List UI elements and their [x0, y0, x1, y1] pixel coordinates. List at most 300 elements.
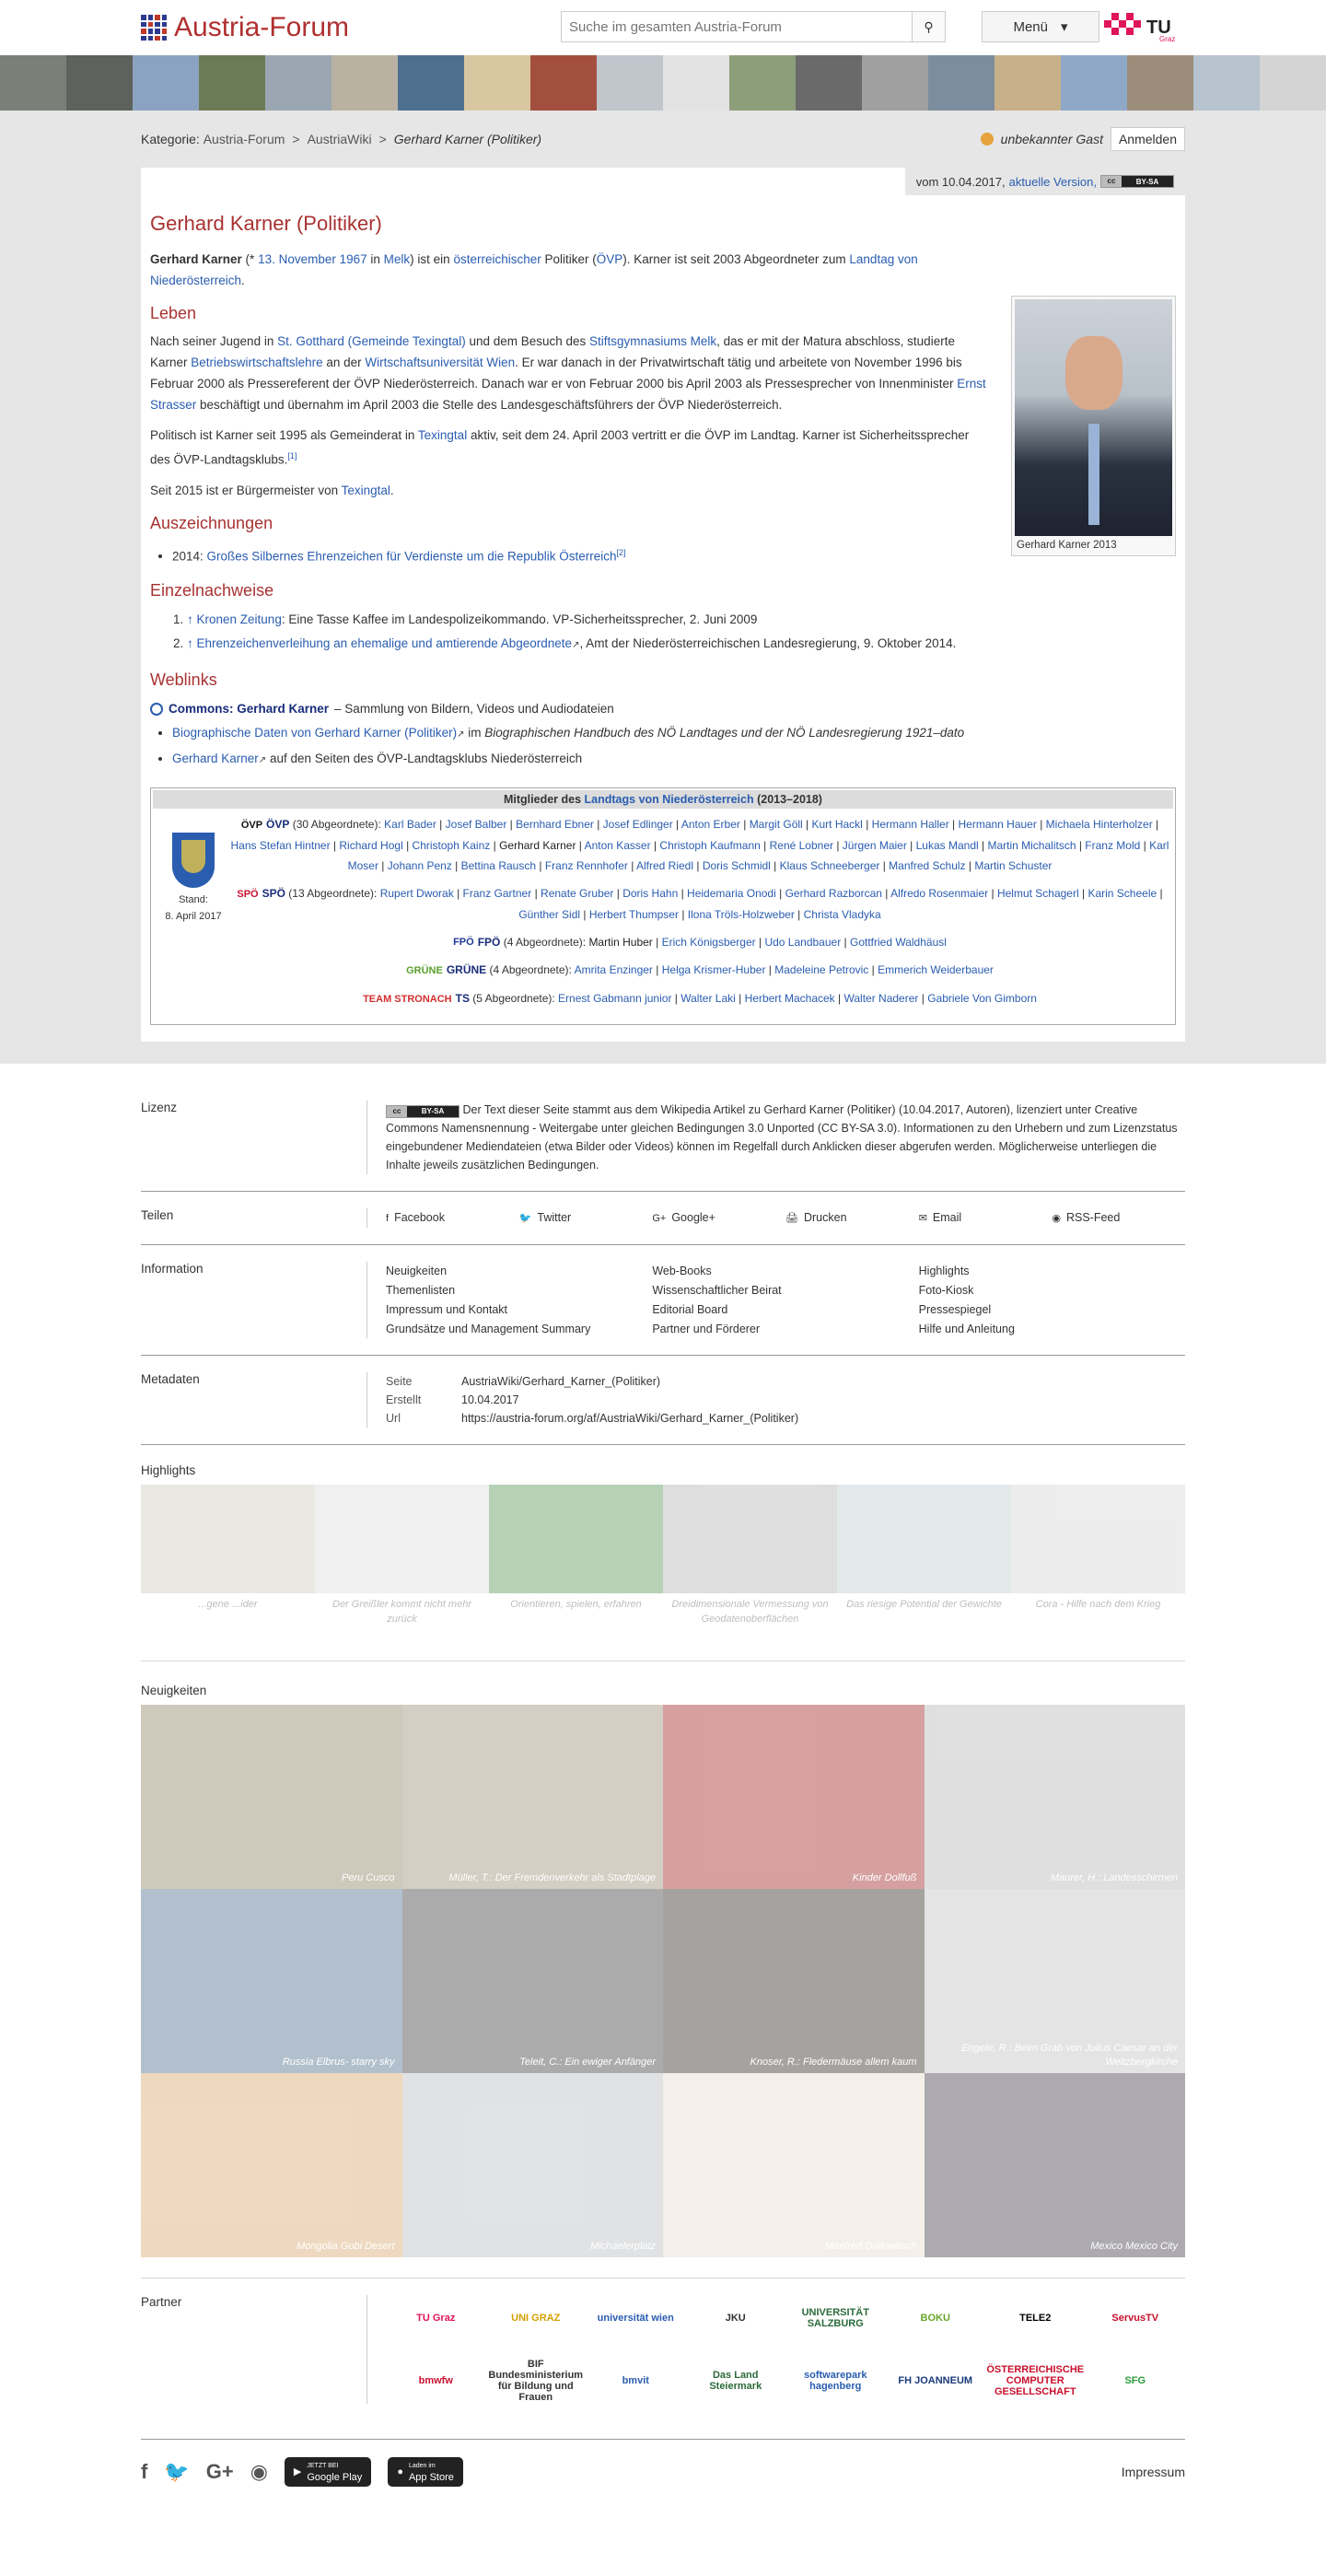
member-link[interactable]: Josef Edlinger: [602, 818, 673, 831]
breadcrumb-label: Kategorie:: [141, 132, 200, 146]
search-button[interactable]: [912, 12, 945, 41]
highlight-image: [315, 1485, 489, 1593]
ref-link-ehrenzeichen[interactable]: Ehrenzeichenverleihung an ehemalige und amtierende Abgeordnete: [196, 636, 573, 650]
member-link[interactable]: Johann Penz: [387, 858, 452, 872]
member-separator: |: [841, 935, 850, 949]
member-link[interactable]: Gottfried Waldhäusl: [849, 935, 947, 949]
footer-label-license: Lizenz: [141, 1101, 178, 1115]
highlight-caption: Cora - Hilfe nach dem Krieg: [1035, 1599, 1161, 1611]
news-item[interactable]: [402, 2073, 664, 2257]
footer-partners: [141, 2279, 1185, 2420]
highlights-heading: Highlights: [141, 1463, 196, 1478]
member-link[interactable]: Walter Laki: [680, 992, 736, 1006]
highlight-image: [1011, 1485, 1185, 1593]
member-link[interactable]: Gerhard Karner: [499, 838, 576, 852]
party-count: (5 Abgeordnete):: [469, 992, 559, 1006]
member-separator: |: [490, 838, 500, 852]
share-label: Google+: [671, 1211, 715, 1225]
share-drucken-link[interactable]: [785, 1208, 919, 1228]
member-separator: |: [739, 818, 750, 831]
member-separator: |: [1078, 886, 1088, 900]
news-caption: Müller, T.: Der Fremdenverkehr als Stadtplage: [448, 1872, 656, 1884]
news-caption: Mongolia Gobi Desert: [297, 2241, 395, 2253]
member-link[interactable]: Alfred Riedl: [635, 858, 694, 872]
breadcrumb-item-austriawiki[interactable]: AustriaWiki: [307, 132, 372, 146]
information-links: [366, 1262, 1185, 1338]
news-item[interactable]: [663, 1705, 925, 1889]
metadata-list: [366, 1372, 1185, 1428]
leben-paragraph-3: Seit 2015 ist er Bürgermeister von Texingtal.: [150, 483, 394, 497]
info-link[interactable]: Impressum und Kontakt: [386, 1303, 508, 1317]
share-icon: ◉: [1052, 1213, 1061, 1225]
highlight-item[interactable]: [837, 1485, 1011, 1637]
member-link[interactable]: Helmut Schagerl: [996, 886, 1079, 900]
member-link[interactable]: Franz Gartner: [462, 886, 532, 900]
member-separator: |: [613, 886, 623, 900]
birthplace-link[interactable]: Melk: [383, 252, 411, 266]
member-link[interactable]: Doris Hahn: [622, 886, 679, 900]
member-separator: |: [1140, 838, 1150, 852]
login-button[interactable]: Anmelden: [1111, 127, 1185, 151]
section-heading-refs: Einzelnachweise: [150, 581, 274, 600]
member-link[interactable]: Erich Königsberger: [661, 935, 756, 949]
news-caption: Peru Cusco: [342, 1872, 395, 1884]
info-link[interactable]: Pressespiegel: [918, 1303, 992, 1317]
member-link[interactable]: Ernest Gabmann junior: [558, 992, 672, 1006]
member-separator: |: [678, 886, 688, 900]
member-separator: |: [802, 818, 812, 831]
news-item[interactable]: [925, 1889, 1186, 2073]
meta-value: 10.04.2017: [461, 1393, 519, 1407]
news-item[interactable]: [402, 1705, 664, 1889]
footer-share: [141, 1192, 1185, 1245]
partner-logo[interactable]: UNI GRAZ: [511, 2313, 561, 2325]
partner-logo[interactable]: TU Graz: [416, 2313, 456, 2325]
member-link[interactable]: Karin Scheele: [1088, 886, 1157, 900]
share-label: Facebook: [394, 1211, 445, 1225]
footer-metadata: [141, 1356, 1185, 1445]
member-separator: |: [868, 963, 878, 977]
member-separator: |: [672, 818, 681, 831]
member-separator: |: [862, 818, 872, 831]
article-panel: [141, 168, 1185, 1042]
member-link[interactable]: Amrita Enzinger: [574, 963, 653, 977]
highlights-carousel: [141, 1485, 1185, 1661]
share-label: Email: [932, 1211, 962, 1225]
highlight-item[interactable]: [1011, 1485, 1185, 1637]
news-caption: Maurer, H.: Landesschirmen: [1050, 1872, 1178, 1884]
member-link[interactable]: Klaus Schneeberger: [779, 858, 880, 872]
member-separator: |: [671, 992, 681, 1006]
member-link[interactable]: Renate Gruber: [541, 886, 614, 900]
footer-label-partners: Partner: [141, 2295, 182, 2310]
member-link[interactable]: Gerhard Razborcan: [785, 886, 882, 900]
backref-arrow[interactable]: ↑: [187, 612, 197, 626]
party-row: [230, 988, 1169, 1009]
member-link[interactable]: Hermann Hauer: [958, 818, 1037, 831]
member-link[interactable]: Christoph Kaufmann: [659, 838, 761, 852]
partner-logo[interactable]: TELE2: [1019, 2313, 1052, 2325]
share-label: RSS-Feed: [1065, 1211, 1121, 1225]
share-links: [366, 1208, 1185, 1228]
portrait-image[interactable]: [1015, 299, 1172, 536]
member-separator: |: [451, 858, 461, 872]
footnote-2[interactable]: [2]: [616, 547, 626, 557]
news-item[interactable]: [663, 1889, 925, 2073]
news-item[interactable]: [925, 2073, 1186, 2257]
logo-text: Austria-Forum: [174, 12, 350, 42]
coat-of-arms-icon[interactable]: [172, 833, 215, 888]
info-link[interactable]: Partner und Förderer: [652, 1323, 761, 1336]
navbox-party-rows: [230, 814, 1169, 1017]
link-texingtal-2[interactable]: Texingtal: [341, 483, 390, 497]
infobox-caption: Gerhard Karner 2013: [1017, 540, 1117, 551]
backref-arrow[interactable]: ↑: [187, 636, 197, 650]
list-item: • Gerhard Karner↗ auf den Seiten des ÖVP-Landtagsklubs Niederösterreich: [172, 747, 1176, 773]
link-st-gotthard[interactable]: St. Gotthard (Gemeinde Texingtal): [277, 334, 466, 348]
party-logo-icon[interactable]: SPÖ: [237, 888, 259, 900]
parliament-link[interactable]: Landtag von Niederösterreich: [150, 252, 918, 287]
share-twitter-link[interactable]: [519, 1208, 653, 1228]
party-row: [230, 883, 1169, 925]
info-link[interactable]: Editorial Board: [652, 1303, 728, 1317]
member-separator: |: [1152, 818, 1159, 831]
stand-label: Stand:: [179, 894, 208, 905]
member-separator: |: [918, 992, 928, 1006]
intro-paragraph: Gerhard Karner (* 13. November 1967 in Melk) ist ein österreichischer Politiker (ÖVP). Karner ist seit 2003 Abgeordneter zum Landtag von Niederösterreich.: [150, 252, 918, 287]
link-wu-wien[interactable]: Wirtschaftsuniversität Wien: [365, 356, 516, 369]
partner-logo[interactable]: ServusTV: [1111, 2313, 1159, 2325]
member-separator: |: [536, 858, 545, 872]
news-caption: Knoser, R.: Fledermäuse allem kaum: [750, 2057, 917, 2069]
share-icon: ✉: [918, 1213, 927, 1225]
member-separator: |: [436, 818, 446, 831]
info-link[interactable]: Themenlisten: [386, 1284, 456, 1298]
list-item: 1. ↑ Kronen Zeitung: Eine Tasse Kaffee im Landespolizeikommando. VP-Sicherheitssprecher, 2. Juni 2009: [187, 608, 1176, 632]
member-separator: |: [652, 935, 662, 949]
license-text: cc BY-SA Der Text dieser Seite stammt aus dem Wikipedia Artikel zu Gerhard Karner (Politiker) (10.04.2017, Autoren), lizenziert unter Creative Commons Namensnennung - Weitergabe unter gleichen Bedingungen 3.0 Unported (CC BY-SA 3.0). Informationen zu den Urhebern und zum Lizenzstatus eingebundener Mediendateien (etwa Bilder oder Videos) können im Regelfall durch Anklicken dieser abgerufen werden. Möglicherweise unterliegen die Inhalte jeweils zusätzlichen Bedingungen.: [366, 1101, 1185, 1174]
party-logo-icon[interactable]: FPÖ: [453, 937, 474, 949]
member-separator: |: [735, 992, 745, 1006]
link-texingtal[interactable]: Texingtal: [417, 428, 468, 442]
info-link[interactable]: Foto-Kiosk: [918, 1284, 974, 1298]
google-play-icon: ▶: [293, 2465, 302, 2477]
member-separator: |: [965, 858, 975, 872]
highlight-item[interactable]: [489, 1485, 663, 1637]
weblinks-list: [169, 697, 1176, 773]
news-item[interactable]: [141, 1889, 402, 2073]
partner-logo[interactable]: Das Land Steiermark: [709, 2370, 762, 2393]
party-name[interactable]: SPÖ: [262, 886, 285, 900]
footer: [141, 1064, 1185, 2503]
member-link[interactable]: Jürgen Maier: [842, 838, 907, 852]
partner-logos: [366, 2295, 1185, 2404]
member-link[interactable]: Emmerich Weiderbauer: [878, 963, 994, 977]
meta-key: Url: [386, 1412, 401, 1426]
version-date: vom 10.04.2017,: [915, 174, 1006, 189]
cc-icon: cc: [1101, 176, 1122, 187]
share-icon: 🖨: [785, 1213, 798, 1225]
news-item[interactable]: [402, 1889, 664, 2073]
member-link[interactable]: Manfred Schulz: [889, 858, 966, 872]
member-link[interactable]: Martin Schuster: [974, 858, 1053, 872]
member-separator: |: [627, 858, 636, 872]
leben-paragraph-1: Nach seiner Jugend in St. Gotthard (Gemeinde Texingtal) und dem Besuch des Stiftsgymnasiums Melk, das er mit der Matura abschloss, studierte Karner Betriebswirtschaftslehre an der Wirtschaftsuniversität Wien. Er war danach in der Privatwirtschaft tätig und arbeitete von November 1996 bis Februar 2000 als Pressereferent der ÖVP Niederösterreich. Danach war er von Februar 2000 bis April 2003 als Pressesprecher von Innenminister Ernst Strasser beschäftigt und übernahm im April 2003 die Stelle des Landesgeschäftsführers der ÖVP Niederösterreich.: [150, 334, 986, 412]
nationality-link[interactable]: österreichischer: [453, 252, 541, 266]
commons-link[interactable]: Commons: Gerhard Karner: [169, 702, 330, 716]
menu-label: Menü: [1013, 18, 1048, 35]
party-logo-icon[interactable]: ÖVP: [240, 819, 263, 831]
member-separator: |: [580, 907, 589, 921]
member-link[interactable]: Doris Schmidl: [702, 858, 771, 872]
logo-grid-icon: [141, 15, 167, 41]
stand-date: 8. April 2017: [165, 911, 222, 922]
footer-license: [141, 1064, 1185, 1192]
navbox-header: Mitglieder des Landtags von Niederösterreich (2013–2018): [153, 790, 1173, 809]
member-link[interactable]: Christa Vladyka: [803, 907, 881, 921]
external-link-icon: ↗: [572, 640, 580, 650]
news-item[interactable]: [663, 2073, 925, 2257]
cc-by-sa-badge[interactable]: cc BY-SA: [386, 1105, 459, 1118]
member-link[interactable]: Michaela Hinterholzer: [1045, 818, 1153, 831]
info-link[interactable]: Web-Books: [652, 1265, 712, 1278]
partner-logo[interactable]: universität wien: [597, 2313, 674, 2325]
member-link[interactable]: Ilona Tröls-Holzweber: [687, 907, 795, 921]
impressum-link[interactable]: Impressum: [1121, 2464, 1185, 2479]
member-link[interactable]: Christoph Kainz: [412, 838, 491, 852]
member-separator: |: [760, 838, 770, 852]
twitter-icon[interactable]: 🐦: [164, 2459, 190, 2483]
search-box: [561, 11, 946, 42]
site-logo[interactable]: [141, 12, 349, 43]
search-icon: ⚲: [924, 18, 934, 34]
share-icon: G+: [652, 1213, 667, 1225]
member-link[interactable]: Bettina Rausch: [460, 858, 537, 872]
news-caption: Kinder Dollfuß: [852, 1872, 917, 1884]
member-link[interactable]: Alfredo Rosenmaier: [890, 886, 989, 900]
member-separator: |: [948, 818, 959, 831]
main-area: [0, 111, 1326, 1064]
apple-icon: ●: [397, 2465, 403, 2477]
info-link[interactable]: Highlights: [918, 1265, 970, 1278]
highlight-caption: Der Greißler kommt nicht mehr zurück: [332, 1599, 471, 1626]
highlight-item[interactable]: [663, 1485, 837, 1637]
link-ernst-strasser[interactable]: Ernst Strasser: [150, 377, 986, 412]
news-item[interactable]: [141, 2073, 402, 2257]
infobox: [1011, 296, 1176, 556]
member-link[interactable]: Franz Mold: [1085, 838, 1141, 852]
menu-button[interactable]: [982, 11, 1099, 42]
member-link[interactable]: Günther Sidl: [518, 907, 581, 921]
navbox-landtag-link[interactable]: Landtags von Niederösterreich: [584, 793, 754, 806]
meta-row: [386, 1409, 1185, 1428]
site-header: [0, 0, 1326, 55]
meta-key: Erstellt: [386, 1393, 422, 1407]
member-separator: |: [453, 886, 463, 900]
meta-key: Seite: [386, 1375, 413, 1389]
rss-icon[interactable]: ◉: [250, 2459, 268, 2483]
member-link[interactable]: Gabriele Von Gimborn: [927, 992, 1037, 1006]
party-link[interactable]: ÖVP: [596, 252, 623, 266]
list-item: Commons: Gerhard Karner – Sammlung von Bildern, Videos und Audiodateien: [150, 697, 1176, 721]
subject-name: Gerhard Karner: [150, 252, 242, 266]
user-box: [981, 127, 1185, 151]
party-row: [230, 960, 1169, 981]
party-name[interactable]: GRÜNE: [446, 963, 487, 977]
meta-row: [386, 1391, 1185, 1409]
member-link[interactable]: Hermann Haller: [871, 818, 949, 831]
list-item: • 2014: Großes Silbernes Ehrenzeichen für Verdienste um die Republik Österreich[2]: [172, 541, 1176, 569]
search-input[interactable]: [562, 12, 912, 41]
facebook-icon[interactable]: f: [141, 2459, 148, 2483]
section-heading-weblinks: Weblinks: [150, 670, 217, 689]
member-link[interactable]: Herbert Machacek: [744, 992, 835, 1006]
version-bar: [905, 168, 1185, 195]
partner-logo[interactable]: softwarepark hagenberg: [804, 2370, 867, 2393]
partner-logo[interactable]: UNIVERSITÄT SALZBURG: [801, 2307, 869, 2330]
share-email-link[interactable]: [919, 1208, 1053, 1228]
highlight-image: [663, 1485, 837, 1593]
party-count: (13 Abgeordnete):: [285, 886, 380, 900]
leben-paragraph-2: Politisch ist Karner seit 1995 als Gemeinderat in Texingtal aktiv, seit dem 24. April 2003 vertritt er die ÖVP im Landtag. Karner ist Sicherheitssprecher des ÖVP-Landtagsklubs.[1]: [150, 428, 970, 467]
member-link[interactable]: Herbert Thumpser: [588, 907, 679, 921]
member-link[interactable]: Rupert Dworak: [379, 886, 454, 900]
news-caption: Michaelerplatz: [590, 2241, 656, 2253]
member-separator: |: [978, 838, 988, 852]
info-link[interactable]: Hilfe und Anleitung: [918, 1323, 1015, 1336]
navbox-landtag: [150, 787, 1176, 1025]
highlight-item[interactable]: [141, 1485, 315, 1637]
list-item: 2. ↑ Ehrenzeichenverleihung an ehemalige und amtierende Abgeordnete↗, Amt der Niederösterreichischen Landesregierung, 9. Oktober 2014.: [187, 632, 1176, 658]
highlight-caption: Das riesige Potential der Gewichte: [846, 1599, 1002, 1611]
member-link[interactable]: Karl Moser: [347, 838, 1169, 872]
share-facebook-link[interactable]: [386, 1208, 519, 1228]
share-google--link[interactable]: [652, 1208, 785, 1228]
svg-text:Graz: Graz: [1159, 35, 1176, 43]
member-separator: |: [1036, 818, 1046, 831]
highlight-caption: ...gene ...ider: [198, 1599, 258, 1611]
party-name[interactable]: FPÖ: [477, 935, 501, 949]
member-link[interactable]: Anton Kasser: [584, 838, 651, 852]
share-icon: f: [386, 1213, 390, 1225]
member-link[interactable]: Richard Hogl: [339, 838, 403, 852]
member-link[interactable]: Martin Huber: [588, 935, 653, 949]
breadcrumb-item-austria-forum[interactable]: Austria-Forum: [203, 132, 285, 146]
news-item[interactable]: [925, 1705, 1186, 1889]
partner-logo[interactable]: FH JOANNEUM: [898, 2375, 973, 2387]
share-rss-feed-link[interactable]: [1052, 1208, 1185, 1228]
references-list: [187, 608, 1176, 658]
member-link[interactable]: Lukas Mandl: [915, 838, 979, 852]
commons-icon: [150, 703, 163, 716]
current-version-link[interactable]: aktuelle Version,: [1008, 174, 1097, 189]
weblink-biographische-daten[interactable]: Biographische Daten von Gerhard Karner (Politiker): [172, 726, 458, 740]
app-store-button[interactable]: ● Laden im App Store: [388, 2457, 463, 2487]
highlight-item[interactable]: [315, 1485, 489, 1637]
user-name: unbekannter Gast: [1000, 132, 1103, 146]
news-caption: Engele, R.: Beim Grab von Julius Caesar an der Weltzbergkirche: [961, 2043, 1178, 2069]
member-link[interactable]: René Lobner: [769, 838, 833, 852]
member-link[interactable]: Martin Michalitsch: [987, 838, 1076, 852]
member-separator: |: [506, 818, 517, 831]
bottom-bar: [141, 2439, 1185, 2503]
member-separator: |: [678, 907, 688, 921]
meta-row: [386, 1372, 1185, 1391]
ref-link-krone[interactable]: Kronen Zeitung: [196, 612, 282, 626]
party-row: [230, 814, 1169, 876]
member-link[interactable]: Kurt Hackl: [811, 818, 863, 831]
partner-logo[interactable]: JKU: [725, 2313, 746, 2325]
highlight-caption: Orientieren, spielen, erfahren: [510, 1599, 642, 1611]
member-link[interactable]: Franz Rennhofer: [544, 858, 628, 872]
party-row: [230, 932, 1169, 953]
partner-logo[interactable]: ÖSTERREICHISCHE COMPUTER GESELLSCHAFT: [986, 2364, 1085, 2398]
partner-logo[interactable]: bmvit: [622, 2375, 649, 2387]
party-name[interactable]: TS: [455, 992, 470, 1006]
member-link[interactable]: Hans Stefan Hintner: [230, 838, 331, 852]
link-stiftsgymnasium[interactable]: Stiftsgymnasiums Melk: [589, 334, 717, 348]
party-count: (4 Abgeordnete):: [500, 935, 589, 949]
section-heading-awards: Auszeichnungen: [150, 513, 273, 532]
footer-label-information: Information: [141, 1262, 204, 1276]
party-name[interactable]: ÖVP: [266, 818, 290, 831]
member-link[interactable]: Udo Landbauer: [764, 935, 842, 949]
news-item[interactable]: [141, 1705, 402, 1889]
footer-label-metadata: Metadaten: [141, 1372, 200, 1387]
weblink-oevp-klub[interactable]: Gerhard Karner: [172, 752, 259, 765]
partner-logo[interactable]: bmwfw: [418, 2375, 453, 2387]
party-logo-icon[interactable]: TEAM STRONACH: [363, 994, 452, 1006]
partner-logo[interactable]: BOKU: [920, 2313, 950, 2325]
news-caption: Mexico Mexico City: [1090, 2241, 1178, 2253]
member-link[interactable]: Josef Balber: [445, 818, 507, 831]
breadcrumb-current: Gerhard Karner (Politiker): [393, 132, 542, 146]
member-link[interactable]: Anton Erber: [680, 818, 740, 831]
award-link[interactable]: Großes Silbernes Ehrenzeichen für Verdienste um die Republik Österreich: [206, 549, 617, 563]
cc-icon: cc: [387, 1106, 407, 1117]
tu-graz-logo[interactable]: [1104, 9, 1185, 44]
member-link[interactable]: Karl Bader: [384, 818, 436, 831]
external-link-icon: ↗: [258, 755, 267, 765]
section-heading-leben: Leben: [150, 304, 197, 322]
member-link[interactable]: Margit Göll: [749, 818, 803, 831]
member-link[interactable]: Walter Naderer: [843, 992, 919, 1006]
share-label: Twitter: [537, 1211, 572, 1225]
partner-logo[interactable]: SFG: [1124, 2375, 1146, 2387]
member-link[interactable]: Madeleine Petrovic: [774, 963, 869, 977]
member-link[interactable]: Helga Krismer-Huber: [661, 963, 766, 977]
partner-logo[interactable]: BIF Bundesministerium für Bildung und Frauen: [488, 2359, 584, 2404]
info-link[interactable]: Wissenschaftlicher Beirat: [652, 1284, 782, 1298]
member-link[interactable]: Heidemaria Onodi: [687, 886, 776, 900]
news-caption: Russia Elbrus- starry sky: [282, 2057, 395, 2069]
news-caption: Teleit, C.: Ein ewiger Anfänger: [519, 2057, 656, 2069]
info-link[interactable]: Grundsätze und Management Summary: [386, 1323, 591, 1336]
link-bwl[interactable]: Betriebswirtschaftslehre: [191, 356, 323, 369]
svg-text:TU: TU: [1146, 17, 1171, 38]
google-plus-icon[interactable]: G+: [205, 2459, 234, 2483]
cc-by-sa-badge[interactable]: cc BY-SA: [1100, 175, 1174, 188]
member-link[interactable]: Bernhard Ebner: [516, 818, 594, 831]
party-logo-icon[interactable]: GRÜNE: [406, 965, 443, 977]
member-separator: |: [693, 858, 703, 872]
footnote-1[interactable]: [1]: [287, 451, 297, 460]
google-play-button[interactable]: ▶ JETZT BEI Google Play: [285, 2457, 371, 2487]
news-grid: [141, 1705, 1185, 2279]
info-link[interactable]: Neuigkeiten: [386, 1265, 448, 1278]
birthdate-link[interactable]: 13. November 1967: [258, 252, 367, 266]
member-separator: |: [770, 858, 780, 872]
